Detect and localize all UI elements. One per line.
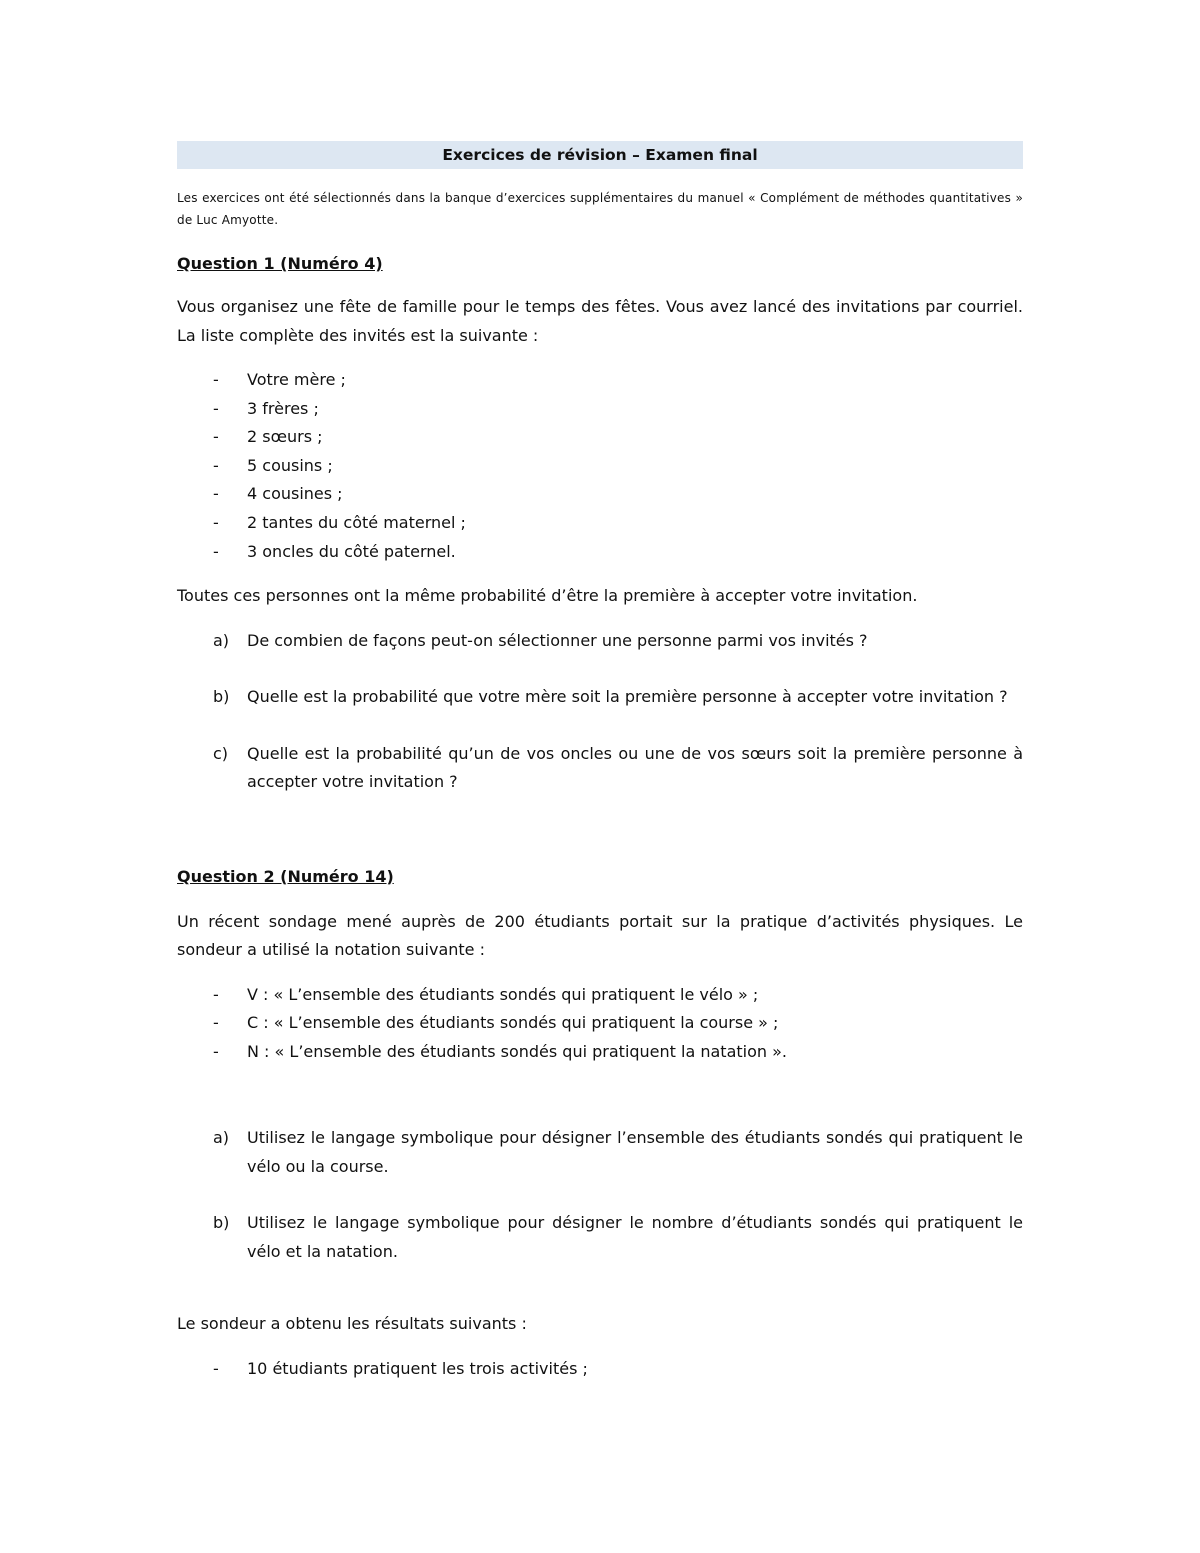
list-item-text: 2 sœurs ; xyxy=(247,427,323,447)
list-item-text: N : « L’ensemble des étudiants sondés qui pratiquent la natation ». xyxy=(247,1041,787,1061)
list-item-text: 5 cousins ; xyxy=(247,455,333,475)
question-1-paragraph: Vous organisez une fête de famille pour le temps des fêtes. Vous avez lancé des invitations par courriel. La liste complète des invités est la suivante : xyxy=(177,297,1023,345)
subquestion-text: De combien de façons peut-on sélectionner une personne parmi vos invités ? xyxy=(247,630,868,650)
list-item xyxy=(177,981,1023,1010)
question-1-guest-list xyxy=(177,366,1023,566)
question-2-paragraph-2: Le sondeur a obtenu les résultats suivants : xyxy=(177,1314,527,1334)
list-item xyxy=(177,1009,1023,1038)
question-1-subquestion-a xyxy=(177,627,1023,656)
question-1-heading: Question 1 (Numéro 4) xyxy=(177,254,383,273)
list-item xyxy=(177,1355,1023,1384)
list-item xyxy=(177,509,1023,538)
dash-marker: - xyxy=(213,1041,219,1061)
dash-marker: - xyxy=(213,541,219,561)
list-item xyxy=(177,480,1023,509)
subquestion-text: Utilisez le langage symbolique pour désigner l’ensemble des étudiants sondés qui pratiquent le vélo ou la course. xyxy=(247,1128,1023,1176)
dash-marker: - xyxy=(213,398,219,418)
question-2-subquestion-b xyxy=(177,1209,1023,1266)
dash-marker: - xyxy=(213,512,219,532)
page-content xyxy=(177,141,1023,1384)
subquestion-marker: a) xyxy=(213,1128,230,1148)
list-item xyxy=(177,423,1023,452)
list-item xyxy=(177,538,1023,567)
subquestion-text: Quelle est la probabilité que votre mère soit la première personne à accepter votre invitation ? xyxy=(247,687,1008,707)
subquestion-marker: b) xyxy=(213,687,230,707)
list-item-text: 3 oncles du côté paternel. xyxy=(247,541,456,561)
question-1-subquestion-c xyxy=(177,740,1023,797)
subquestion-marker: b) xyxy=(213,1213,230,1233)
list-item-text: 10 étudiants pratiquent les trois activités ; xyxy=(247,1358,588,1378)
dash-marker: - xyxy=(213,984,219,1004)
question-1-paragraph-2: Toutes ces personnes ont la même probabilité d’être la première à accepter votre invitation. xyxy=(177,586,918,606)
document-title: Exercices de révision – Examen final xyxy=(177,141,1023,169)
intro-paragraph: Les exercices ont été sélectionnés dans la banque d’exercices supplémentaires du manuel « Complément de méthodes quantitatives » de Luc Amyotte. xyxy=(177,191,1023,227)
list-item xyxy=(177,395,1023,424)
question-2-notation-list xyxy=(177,981,1023,1067)
subquestion-text: Utilisez le langage symbolique pour désigner le nombre d’étudiants sondés qui pratiquent le vélo et la natation. xyxy=(247,1213,1023,1261)
question-2-heading: Question 2 (Numéro 14) xyxy=(177,866,394,886)
list-item xyxy=(177,366,1023,395)
list-item xyxy=(177,452,1023,481)
dash-marker: - xyxy=(213,484,219,504)
subquestion-text: Quelle est la probabilité qu’un de vos oncles ou une de vos sœurs soit la première personne à accepter votre invitation ? xyxy=(247,743,1023,792)
list-item-text: V : « L’ensemble des étudiants sondés qui pratiquent le vélo » ; xyxy=(247,984,759,1004)
list-item-text: 3 frères ; xyxy=(247,398,319,418)
question-2-results-list xyxy=(177,1355,1023,1384)
question-1-subquestion-b xyxy=(177,683,1023,712)
question-2-paragraph: Un récent sondage mené auprès de 200 étudiants portait sur la pratique d’activités physiques. Le sondeur a utilisé la notation suivante : xyxy=(177,911,1023,960)
question-2-subquestion-a xyxy=(177,1124,1023,1181)
dash-marker: - xyxy=(213,427,219,447)
subquestion-marker: a) xyxy=(213,630,230,650)
list-item xyxy=(177,1038,1023,1067)
list-item-text: 2 tantes du côté maternel ; xyxy=(247,512,466,532)
dash-marker: - xyxy=(213,455,219,475)
list-item-text: 4 cousines ; xyxy=(247,484,343,504)
list-item-text: Votre mère ; xyxy=(247,370,346,389)
dash-marker: - xyxy=(213,370,219,389)
subquestion-marker: c) xyxy=(213,743,229,763)
list-item-text: C : « L’ensemble des étudiants sondés qui pratiquent la course » ; xyxy=(247,1013,779,1033)
dash-marker: - xyxy=(213,1013,219,1033)
dash-marker: - xyxy=(213,1358,219,1378)
